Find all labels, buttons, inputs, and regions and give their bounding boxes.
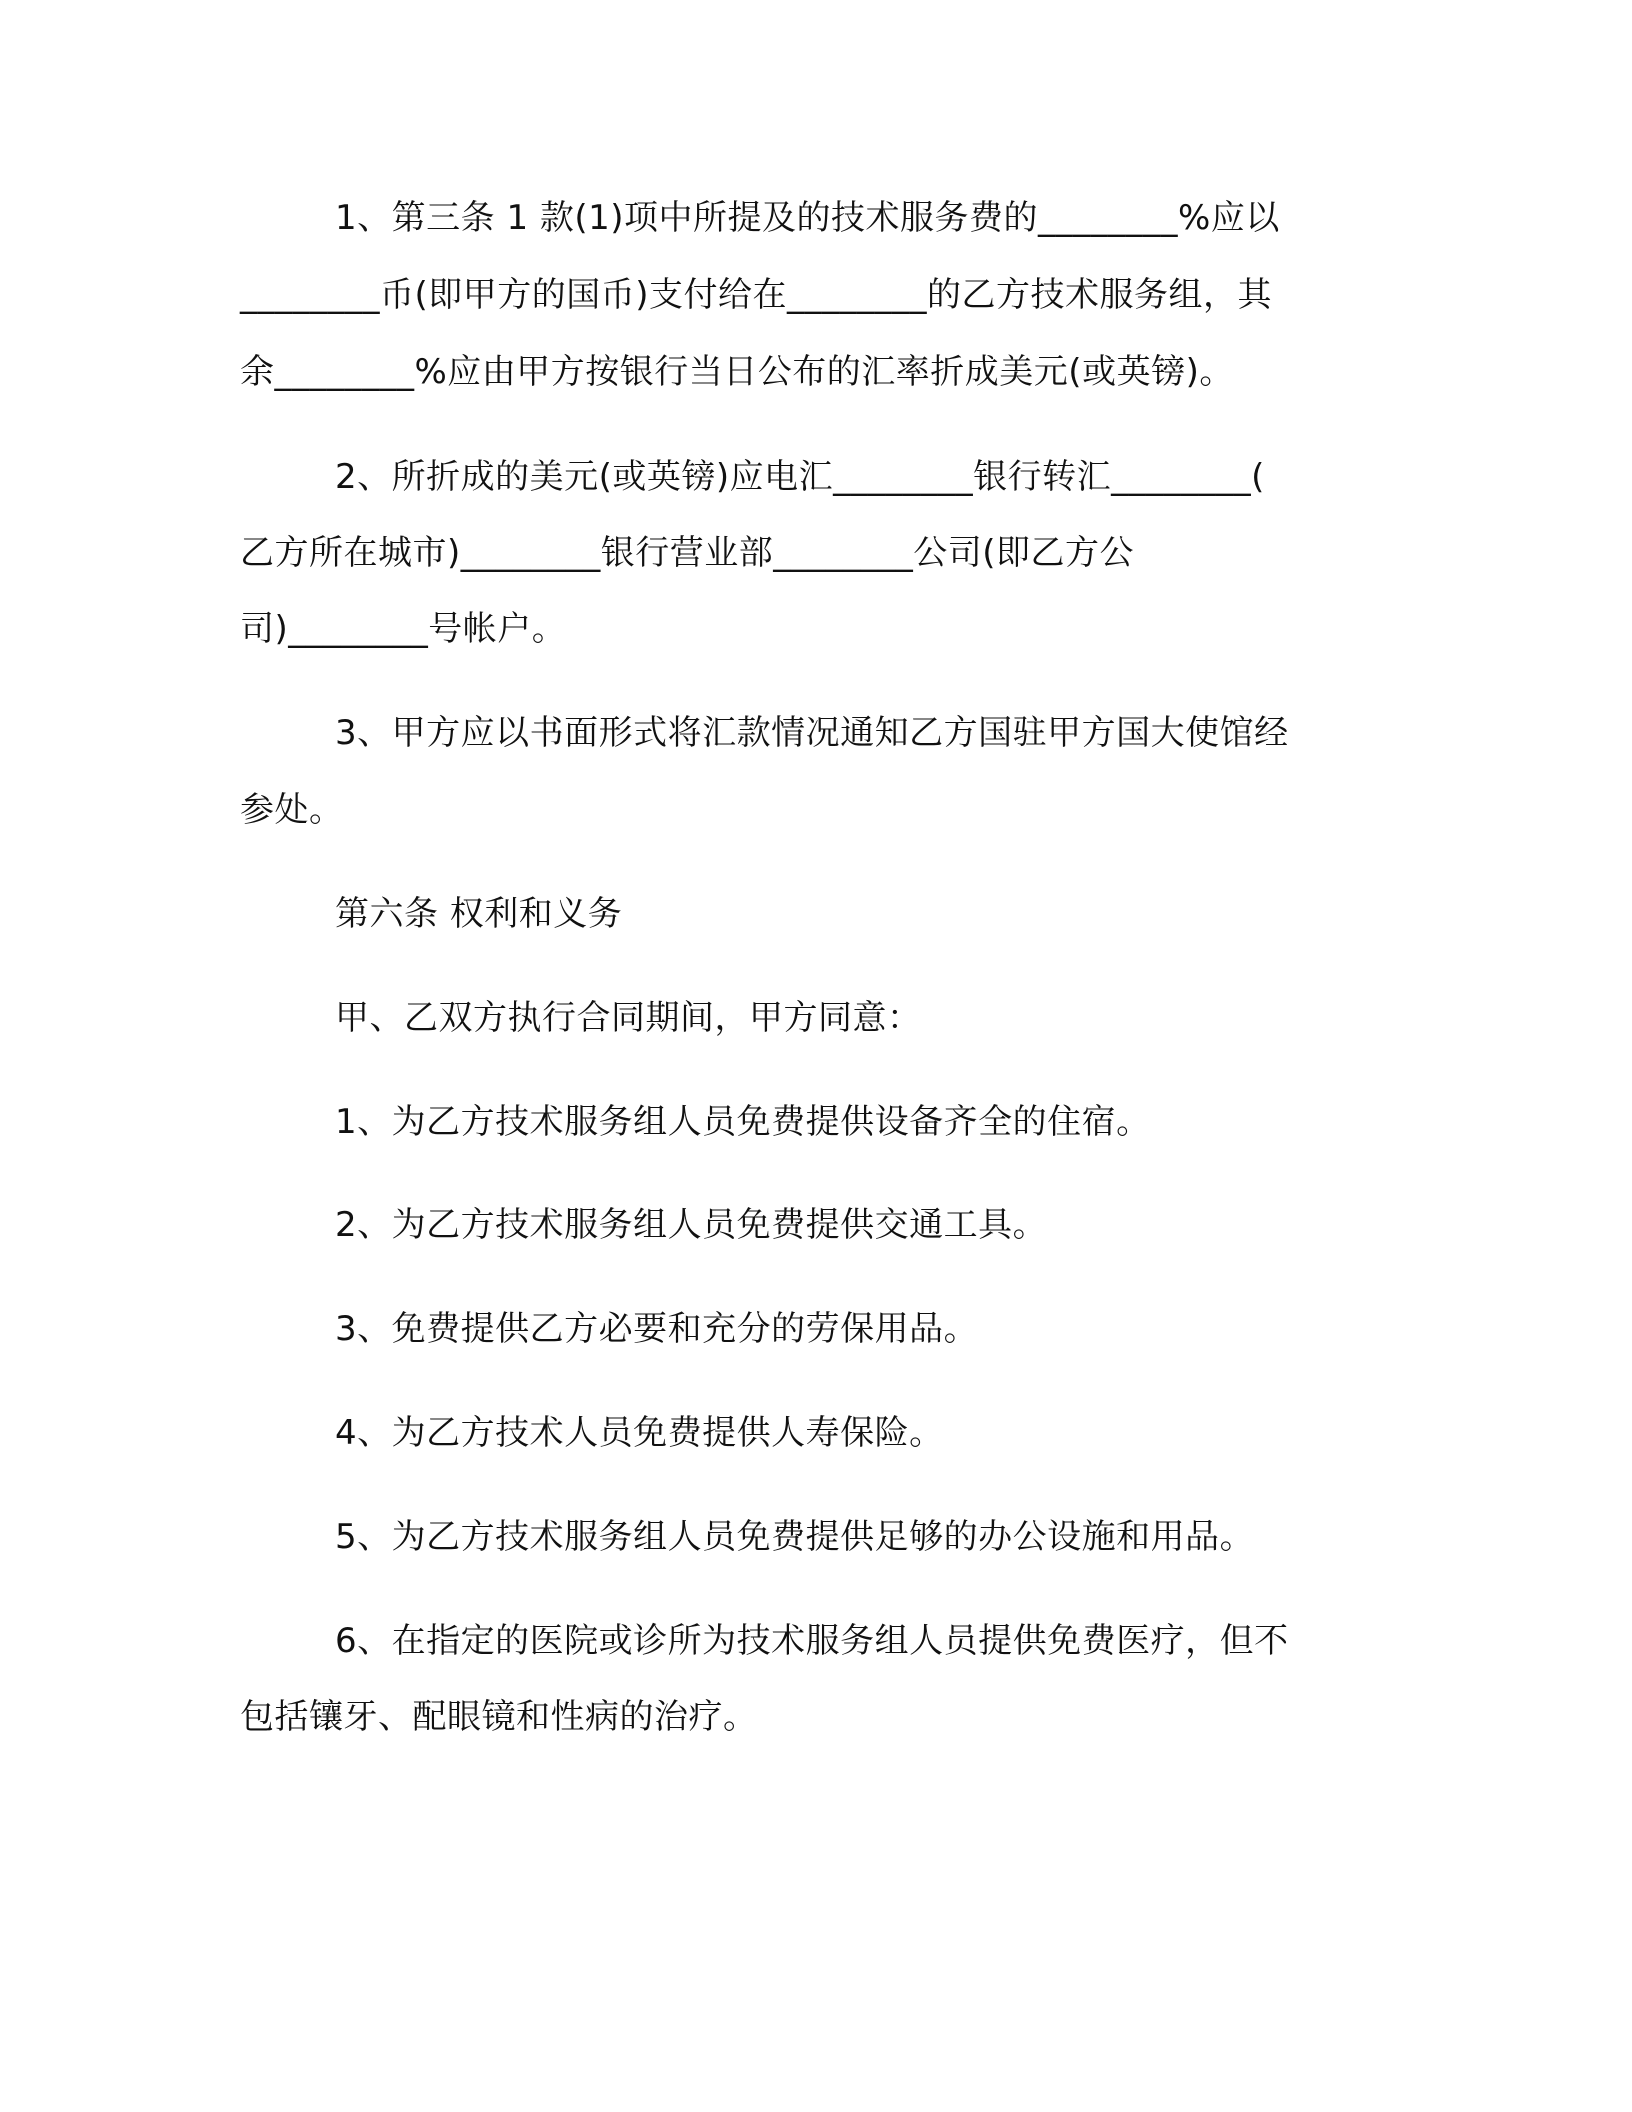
clause-payment-2-line-1: 2、所折成的美元(或英镑)应电汇________银行转汇________( bbox=[335, 457, 1265, 497]
clause-payment-1-line-3: 余________%应由甲方按银行当日公布的汇率折成美元(或英镑)。 bbox=[240, 352, 1234, 392]
article-6-item-6-line-1: 6、在指定的医院或诊所为技术服务组人员提供免费医疗，但不 bbox=[335, 1621, 1289, 1661]
clause-payment-3-line-2: 参处。 bbox=[240, 790, 344, 830]
article-6-heading: 第六条 权利和义务 bbox=[335, 894, 623, 934]
clause-payment-3-line-1: 3、甲方应以书面形式将汇款情况通知乙方国驻甲方国大使馆经 bbox=[335, 713, 1289, 753]
clause-payment-1-line-2: ________币(即甲方的国币)支付给在________的乙方技术服务组，其 bbox=[240, 275, 1273, 315]
clause-payment-2-line-2: 乙方所在城市)________银行营业部________公司(即乙方公 bbox=[240, 533, 1135, 573]
article-6-item-4: 4、为乙方技术人员免费提供人寿保险。 bbox=[335, 1413, 944, 1453]
article-6-item-6-line-2: 包括镶牙、配眼镜和性病的治疗。 bbox=[240, 1697, 758, 1737]
article-6-intro: 甲、乙双方执行合同期间，甲方同意： bbox=[335, 998, 922, 1038]
article-6-item-3: 3、免费提供乙方必要和充分的劳保用品。 bbox=[335, 1309, 979, 1349]
article-6-item-5: 5、为乙方技术服务组人员免费提供足够的办公设施和用品。 bbox=[335, 1517, 1255, 1557]
article-6-item-1: 1、为乙方技术服务组人员免费提供设备齐全的住宿。 bbox=[335, 1102, 1151, 1142]
clause-payment-2-line-3: 司)________号帐户。 bbox=[240, 609, 567, 649]
clause-payment-1-line-1: 1、第三条 1 款(1)项中所提及的技术服务费的________%应以 bbox=[335, 198, 1280, 238]
article-6-item-2: 2、为乙方技术服务组人员免费提供交通工具。 bbox=[335, 1205, 1048, 1245]
